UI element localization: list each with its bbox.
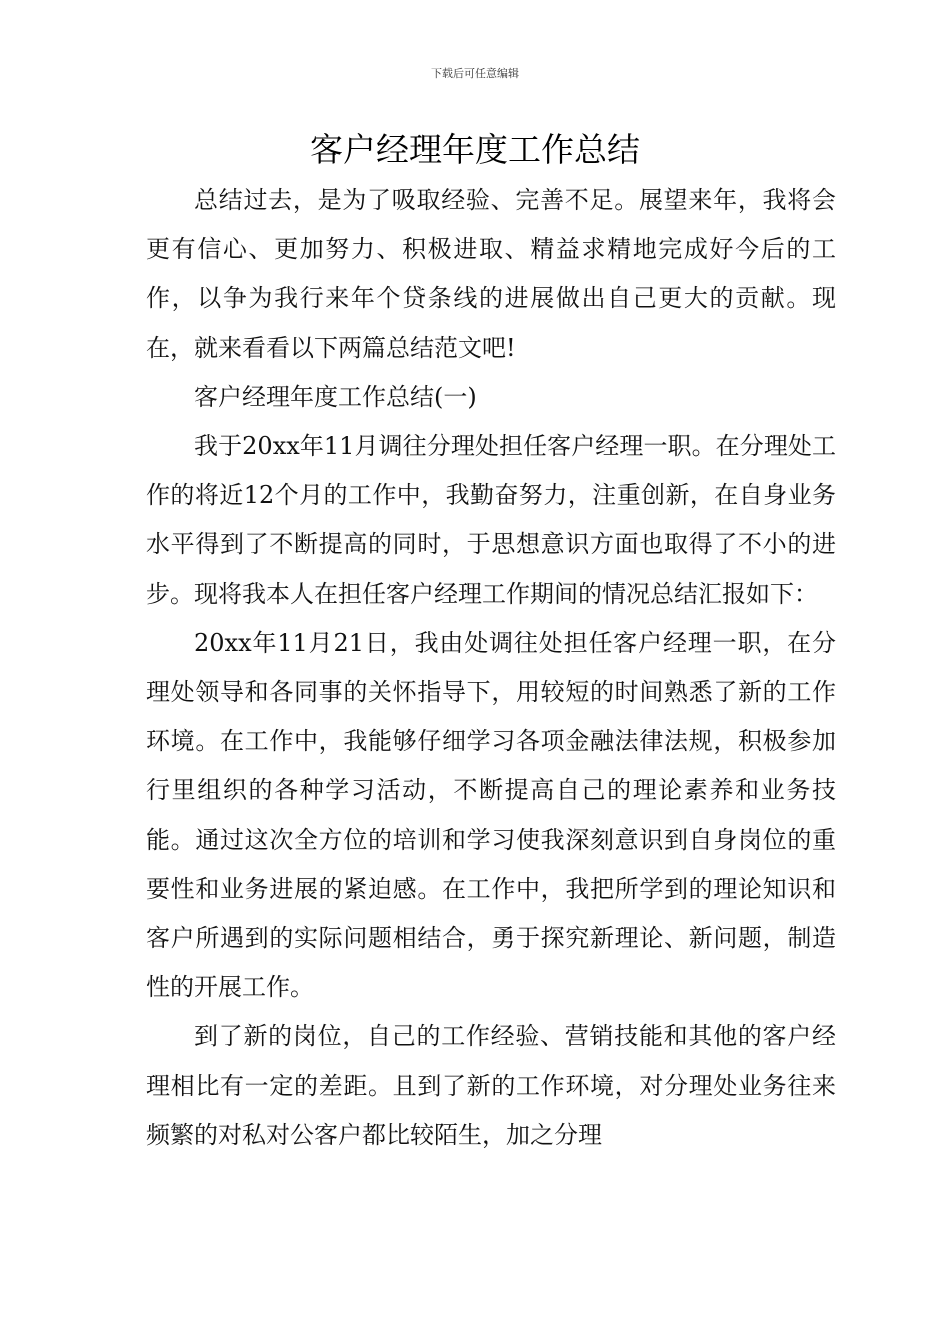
paragraph-overview: 我于20xx年11月调往分理处担任客户经理一职。在分理处工作的将近12个月的工作中，我勤奋努力，注重创新，在自身业务水平得到了不断提高的同时，于思想意识方面也取得了不小的进步。现将我本人在担任客户经理工作期间的情况总结汇报如下：	[146, 432, 836, 608]
header-note: 下载后可任意编辑	[431, 67, 519, 80]
paragraph-new-position: 到了新的岗位，自己的工作经验、营销技能和其他的客户经理相比有一定的差距。且到了新的工作环境，对分理处业务往来频繁的对私对公客户都比较陌生，加之分理	[146, 1022, 836, 1149]
paragraph-work-details: 20xx年11月21日，我由处调往处担任客户经理一职，在分理处领导和各同事的关怀指导下，用较短的时间熟悉了新的工作环境。在工作中，我能够仔细学习各项金融法律法规，积极参加行里组织的各种学习活动，不断提高自己的理论素养和业务技能。通过这次全方位的培训和学习使我深刻意识到自身岗位的重要性和业务进展的紧迫感。在工作中，我把所学到的理论知识和客户所遇到的实际问题相结合，勇于探究新理论、新问题，制造性的开展工作。	[146, 628, 836, 1002]
paragraph-section-heading: 客户经理年度工作总结(一)	[194, 382, 477, 411]
document-title: 客户经理年度工作总结	[310, 130, 640, 169]
paragraph-intro: 总结过去，是为了吸取经验、完善不足。展望来年，我将会更有信心、更加努力、积极进取、精益求精地完成好今后的工作，以争为我行来年个贷条线的进展做出自己更大的贡献。现在，就来看看以下两篇总结范文吧!	[146, 186, 836, 362]
document-body	[146, 176, 836, 1160]
